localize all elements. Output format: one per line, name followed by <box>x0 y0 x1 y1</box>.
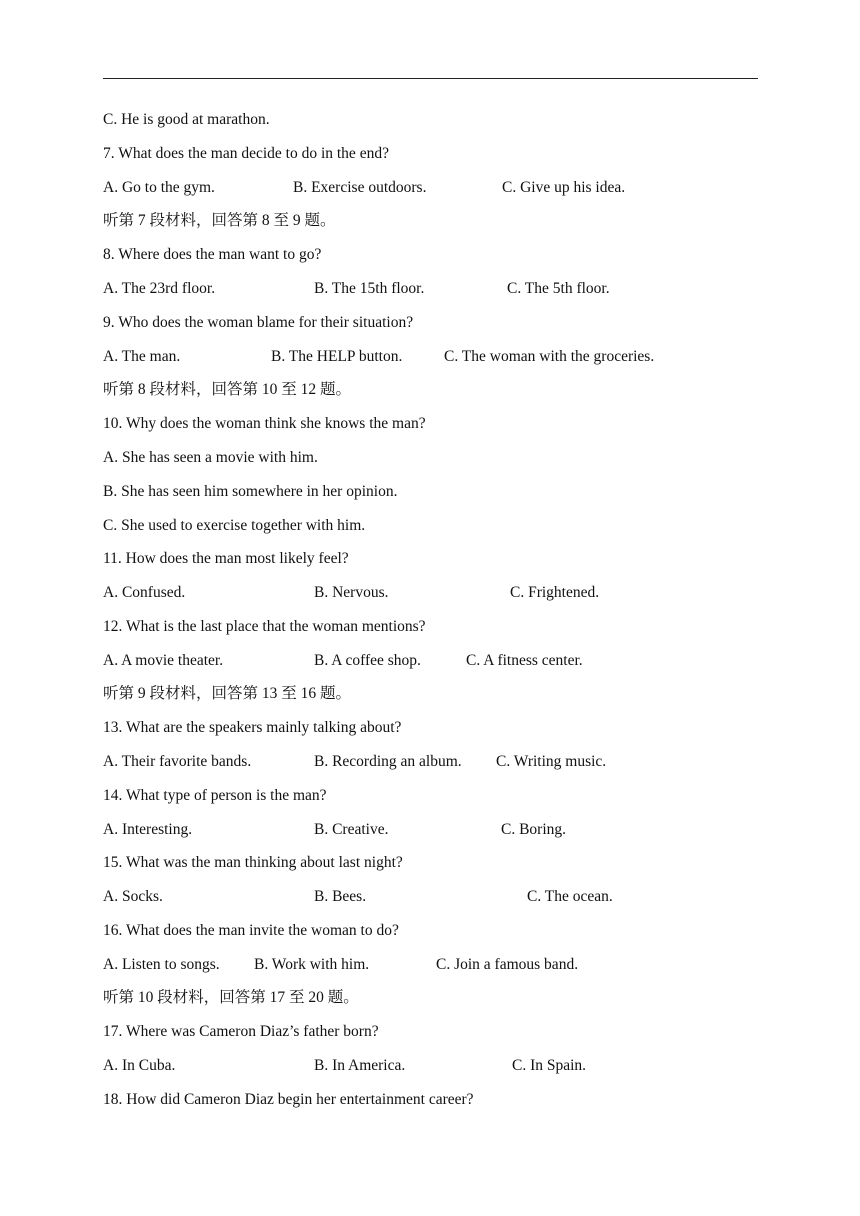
option-b: B. Bees. <box>314 888 367 905</box>
section-heading-10: 听第 10 段材料，回答第 17 至 20 题。 <box>103 989 359 1006</box>
option-c: C. Boring. <box>501 821 567 838</box>
option-c: C. The woman with the groceries. <box>444 348 655 365</box>
option-a: A. A movie theater. <box>103 652 224 669</box>
option-a: A. Their favorite bands. <box>103 753 252 770</box>
option-b: B. She has seen him somewhere in her opinion. <box>103 483 398 500</box>
option-c: C. In Spain. <box>512 1057 587 1074</box>
option-a: A. Go to the gym. <box>103 179 215 196</box>
section-heading-9: 听第 9 段材料，回答第 13 至 16 题。 <box>103 685 352 702</box>
option-c: C. The ocean. <box>527 888 613 905</box>
option-a: A. Socks. <box>103 888 163 905</box>
option-a: A. In Cuba. <box>103 1057 176 1074</box>
question-12: 12. What is the last place that the woman mentions? <box>103 618 426 635</box>
question-15: 15. What was the man thinking about last night? <box>103 854 403 871</box>
question-7: 7. What does the man decide to do in the end? <box>103 145 389 162</box>
option-b: B. Creative. <box>314 821 389 838</box>
question-14: 14. What type of person is the man? <box>103 787 327 804</box>
option-b: B. Recording an album. <box>314 753 462 770</box>
option-a: A. She has seen a movie with him. <box>103 449 318 466</box>
question-17: 17. Where was Cameron Diaz’s father born? <box>103 1023 379 1040</box>
question-13: 13. What are the speakers mainly talking about? <box>103 719 402 736</box>
section-heading-7: 听第 7 段材料，回答第 8 至 9 题。 <box>103 212 336 229</box>
option-c: C. The 5th floor. <box>507 280 610 297</box>
question-18: 18. How did Cameron Diaz begin her entertainment career? <box>103 1091 474 1108</box>
header-rule <box>103 78 758 79</box>
option-a: A. The 23rd floor. <box>103 280 216 297</box>
option-c: C. Writing music. <box>496 753 607 770</box>
option-c: C. A fitness center. <box>466 652 583 669</box>
option-a: A. The man. <box>103 348 181 365</box>
option-b: B. The 15th floor. <box>314 280 425 297</box>
option-b: B. A coffee shop. <box>314 652 421 669</box>
option-b: B. Exercise outdoors. <box>293 179 427 196</box>
question-10: 10. Why does the woman think she knows the man? <box>103 415 426 432</box>
section-heading-8: 听第 8 段材料，回答第 10 至 12 题。 <box>103 381 352 398</box>
option-a: A. Listen to songs. <box>103 956 220 973</box>
option-b: B. In America. <box>314 1057 406 1074</box>
option-text: C. He is good at marathon. <box>103 111 270 128</box>
option-b: B. Work with him. <box>254 956 370 973</box>
question-9: 9. Who does the woman blame for their situation? <box>103 314 414 331</box>
option-c: C. Give up his idea. <box>502 179 626 196</box>
option-a: A. Confused. <box>103 584 186 601</box>
question-11: 11. How does the man most likely feel? <box>103 550 349 567</box>
option-c: C. Join a famous band. <box>436 956 579 973</box>
option-c: C. Frightened. <box>510 584 600 601</box>
question-16: 16. What does the man invite the woman to do? <box>103 922 399 939</box>
option-b: B. Nervous. <box>314 584 389 601</box>
option-c: C. She used to exercise together with him. <box>103 517 366 534</box>
option-b: B. The HELP button. <box>271 348 403 365</box>
question-8: 8. Where does the man want to go? <box>103 246 322 263</box>
option-a: A. Interesting. <box>103 821 193 838</box>
